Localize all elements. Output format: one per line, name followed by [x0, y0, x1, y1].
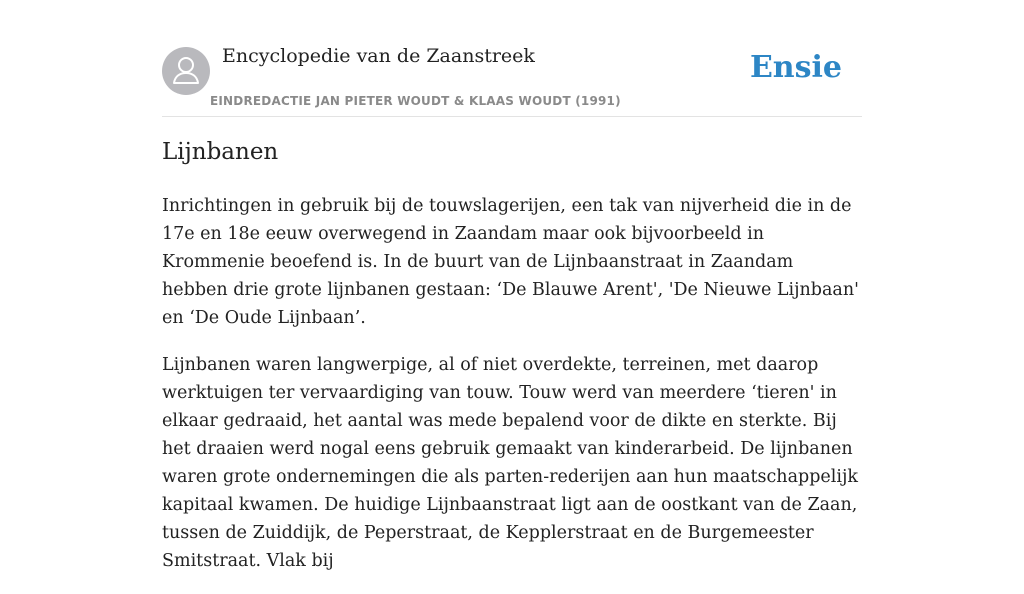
article-paragraph: Inrichtingen in gebruik bij de touwslagerijen, een tak van nijverheid die in de 17e en 18e eeuw overwegend in Zaandam maar ook bijvoorbeeld in Krommenie beoefend is. In de buurt van de Lijnbaanstraat in Zaandam hebben drie grote lijnbanen gestaan: ‘De Blauwe Arent', 'De Nieuwe Lijnbaan' en ‘De Oude Lijnbaan’.: [162, 196, 859, 328]
article-paragraph: Lijnbanen waren langwerpige, al of niet overdekte, terreinen, met daarop werktuigen ter vervaardiging van touw. Touw werd van meerdere ‘tieren' in elkaar gedraaid, het aantal was mede bepalend voor de dikte en sterkte. Bij het draaien werd nogal eens gebruik gemaakt van kinderarbeid. De lijnbanen waren grote ondernemingen die als parten-rederijen aan hun maatschappelijk kapitaal kwamen. De huidige Lijnbaanstraat ligt aan de oostkant van de Zaan, tussen de Zuiddijk, de Peperstraat, de Kepplerstraat en de Burgemeester Smitstraat. Vlak bij: [162, 355, 859, 571]
brand-logo[interactable]: Ensie: [749, 50, 842, 85]
article-title: Lijnbanen: [162, 139, 279, 165]
article-body: [162, 192, 862, 594]
user-avatar-icon[interactable]: [162, 47, 210, 95]
article-container: [162, 0, 862, 571]
source-header: [162, 0, 862, 117]
editors-line: EINDREDACTIE JAN PIETER WOUDT & KLAAS WOUDT (1991): [210, 94, 621, 108]
source-title[interactable]: Encyclopedie van de Zaanstreek: [222, 45, 535, 67]
